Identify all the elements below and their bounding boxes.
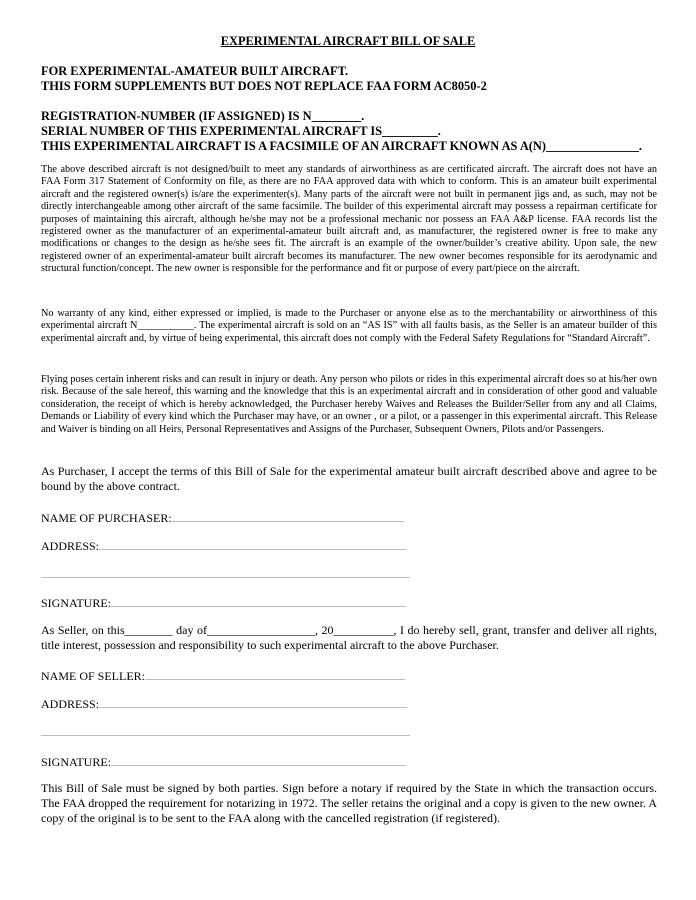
facsimile-line: THIS EXPERIMENTAL AIRCRAFT IS A FACSIMILE OF AN AIRCRAFT KNOWN AS A(N)_______________. (41, 139, 643, 153)
seller-transfer-paragraph: As Seller, on this________ day of__________________, 20__________, I do hereby sell, grant, transfer and deliver all rights, title interest, possession and responsibility to such experimental aircraft to the above Purchaser. (41, 623, 657, 652)
warranty-paragraph: No warranty of any kind, either expressed or implied, is made to the Purchaser or anyone else as to the merchantability or airworthiness of this experimental aircraft N___________. The experimental aircraft is sold on an “AS IS” with all faults basis, as the Seller is an amateur builder of this experimental aircraft and, by virtue of being experimental, this aircraft does not comply with the Federal Safety Regulations for “Standard Aircraft”. (41, 308, 657, 344)
purchaser-name-label: NAME OF PURCHASER: (41, 511, 172, 525)
risk-waiver-paragraph: Flying poses certain inherent risks and can result in injury or death. Any person who pilots or rides in this experimental aircraft does so at his/her own risk. Because of the sale hereof, this warning and the knowledge that this is an experimental aircraft and in consideration of other good and valuable consideration, the receipt of which is hereby acknowledged, the Purchaser hereby Waives and Releases the Builder/Seller from any and all Claims, Demands or Liability of every kind which the Purchaser may have, or an owner , or a pilot, or a passenger in this experimental aircraft. This Release and Waiver is binding on all Heirs, Personal Representatives and Assigns of the Purchaser, Subsequent Owners, Pilots and/or Passengers. (41, 374, 657, 435)
seller-name-field[interactable] (41, 667, 405, 684)
header-line-2: THIS FORM SUPPLEMENTS BUT DOES NOT REPLACE FAA FORM AC8050-2 (41, 79, 487, 93)
seller-signature-line[interactable] (111, 753, 406, 766)
seller-address-line[interactable] (99, 695, 407, 708)
signing-instructions-paragraph: This Bill of Sale must be signed by both parties. Sign before a notary if required by the State in which the transaction occurs. The FAA dropped the requirement for notarizing in 1972. The seller retains the original and a copy is given to the new owner. A copy of the original is to be sent to the FAA along with the cancelled registration (if registered). (41, 781, 657, 825)
purchaser-address-label: ADDRESS: (41, 539, 100, 553)
purchaser-signature-field[interactable] (41, 594, 406, 611)
seller-signature-field[interactable] (41, 753, 406, 770)
airworthiness-paragraph: The above described aircraft is not designed/built to meet any standards of airworthiness as are certificated aircraft. The aircraft does not have an FAA Form 317 Statement of Conformity on file, as there are no FAA approved data with which to conform. This is an amateur built experimental aircraft and the registered owner(s) is/are the experimenter(s). Many parts of the aircraft were not built in permanent jigs and, as such, may not be directly interchangeable among other aircraft of the same facsimile. The builder of this experimental aircraft may possess a repairman certificate for purposes of maintaining this aircraft, although he/she may not be a professional mechanic nor possess an FAA A&P license. FAA records list the registered owner as the manufacturer of an experimental-amateur built aircraft and, as manufacturer, the registered owner is free to make any modifications or changes to the design as he/she sees fit. The aircraft is an example of the owner/builder’s creative ability. Upon sale, the new registered owner of an experimental-amateur built aircraft becomes its manufacturer. The new owner becomes responsible for its aerodynamic and structural function/concept. The new owner is responsible for the performance and fit or purpose of every part/piece on the aircraft. (41, 164, 657, 275)
document-title: EXPERIMENTAL AIRCRAFT BILL OF SALE (220, 34, 476, 48)
purchaser-signature-line[interactable] (111, 594, 406, 607)
seller-signature-label: SIGNATURE: (41, 755, 112, 769)
purchaser-acceptance-paragraph: As Purchaser, I accept the terms of this Bill of Sale for the experimental amateur built aircraft described above and agree to be bound by the above contract. (41, 464, 657, 493)
seller-address-field[interactable] (41, 695, 407, 712)
seller-name-label: NAME OF SELLER: (41, 669, 146, 683)
purchaser-signature-label: SIGNATURE: (41, 596, 112, 610)
seller-address-label: ADDRESS: (41, 697, 100, 711)
registration-number-line: REGISTRATION-NUMBER (IF ASSIGNED) IS N________. (41, 109, 365, 123)
purchaser-address-field[interactable] (41, 537, 407, 554)
purchaser-address-line-2[interactable] (41, 577, 410, 578)
purchaser-address-line[interactable] (99, 537, 407, 550)
purchaser-name-field[interactable] (41, 509, 404, 526)
seller-name-line[interactable] (145, 667, 405, 680)
purchaser-name-line[interactable] (172, 509, 404, 522)
serial-number-line: SERIAL NUMBER OF THIS EXPERIMENTAL AIRCRAFT IS_________. (41, 124, 441, 138)
seller-address-line-2[interactable] (41, 735, 410, 736)
header-line-1: FOR EXPERIMENTAL-AMATEUR BUILT AIRCRAFT. (41, 64, 349, 78)
